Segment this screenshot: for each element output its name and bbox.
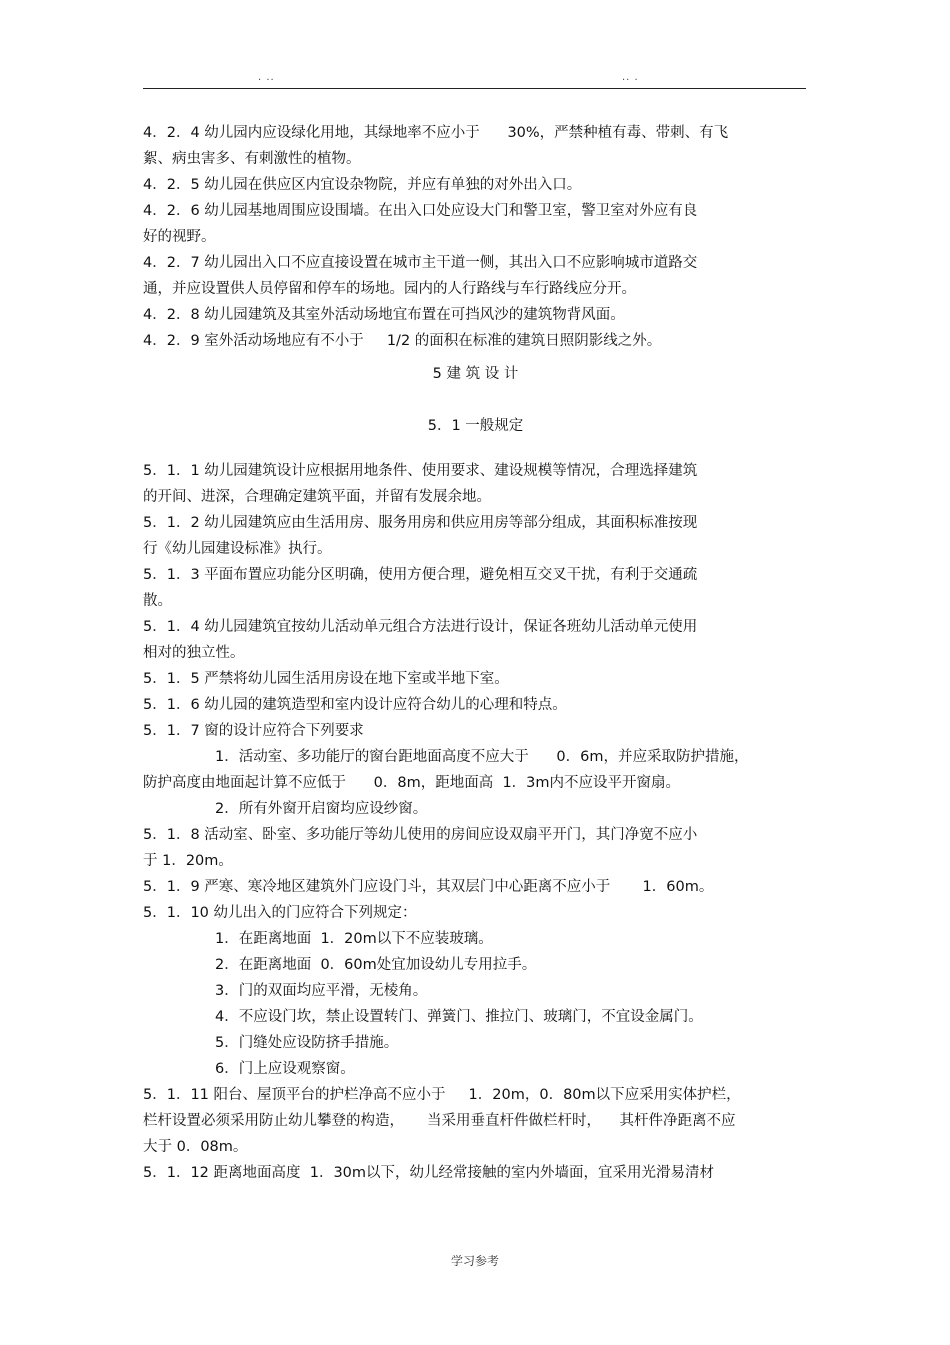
text-line: 5．门缝处应设防挤手措施。 [215, 1035, 399, 1051]
text-line: 5．1．6 幼儿园的建筑造型和室内设计应符合幼儿的心理和特点。 [143, 697, 567, 713]
text-line: 2．所有外窗开启窗均应设纱窗。 [215, 801, 428, 817]
text-line: 于 1．20m。 [143, 853, 233, 869]
text-line: 4．2．6 幼儿园基地周围应设围墙。在出入口处应设大门和警卫室，警卫室对外应有良 [143, 203, 698, 219]
text-line: 相对的独立性。 [143, 645, 245, 661]
text-line: 散。 [143, 593, 172, 609]
header-rule [143, 88, 806, 89]
text-line: 1．在距离地面 1．20m以下不应装玻璃。 [215, 931, 493, 947]
text-line: 4．2．7 幼儿园出入口不应直接设置在城市主干道一侧，其出入口不应影响城市道路交 [143, 255, 698, 271]
text-line: 行《幼儿园建设标准》执行。 [143, 541, 332, 557]
text-line: 1．活动室、多功能厅的窗台距地面高度不应大于 0．6m，并应采取防护措施， [215, 749, 749, 765]
text-line: 5．1．4 幼儿园建筑宜按幼儿活动单元组合方法进行设计，保证各班幼儿活动单元使用 [143, 619, 698, 635]
text-line: 4．2．8 幼儿园建筑及其室外活动场地宜布置在可挡风沙的建筑物背风面。 [143, 307, 625, 323]
header-marks-left: . .. [258, 72, 275, 83]
text-line: 5．1．1 幼儿园建筑设计应根据用地条件、使用要求、建设规模等情况，合理选择建筑 [143, 463, 698, 479]
section-heading: 5 建 筑 设 计 [432, 366, 519, 382]
text-line: 6．门上应设观察窗。 [215, 1061, 355, 1077]
text-line: 4．不应设门坎，禁止设置转门、弹簧门、推拉门、玻璃门，不宜设金属门。 [215, 1009, 703, 1025]
text-line: 大于 0．08m。 [143, 1139, 248, 1155]
text-line: 5．1．7 窗的设计应符合下列要求 [143, 723, 364, 739]
header-marks-right: .. . [622, 72, 639, 83]
text-line: 5．1．10 幼儿出入的门应符合下列规定： [143, 905, 417, 921]
text-line: 5．1．11 阳台、屋顶平台的护栏净高不应小于 1．20m，0．80m以下应采用实体护栏， [143, 1087, 741, 1103]
text-line: 的开间、进深，合理确定建筑平面，并留有发展余地。 [143, 489, 491, 505]
text-line: 栏杆设置必须采用防止幼儿攀登的构造， 当采用垂直杆件做栏杆时， 其杆件净距离不应 [143, 1113, 736, 1129]
text-line: 5．1．9 严寒、寒冷地区建筑外门应设门斗，其双层门中心距离不应小于 1．60m。 [143, 879, 714, 895]
text-line: 3．门的双面均应平滑，无棱角。 [215, 983, 428, 999]
text-line: 通，并应设置供人员停留和停车的场地。园内的人行路线与车行路线应分开。 [143, 281, 636, 297]
text-line: 5．1．8 活动室、卧室、多功能厅等幼儿使用的房间应设双扇平开门，其门净宽不应小 [143, 827, 698, 843]
document-body [143, 120, 808, 1186]
text-line: 好的视野。 [143, 229, 216, 245]
text-line: 5．1．12 距离地面高度 1．30m以下，幼儿经常接触的室内外墙面，宜采用光滑易清材 [143, 1165, 715, 1181]
text-line: 2．在距离地面 0．60m处宜加设幼儿专用拉手。 [215, 957, 537, 973]
text-line: 5．1．3 平面布置应功能分区明确，使用方便合理，避免相互交叉干扰，有利于交通疏 [143, 567, 698, 583]
text-line: 5．1．5 严禁将幼儿园生活用房设在地下室或半地下室。 [143, 671, 509, 687]
section-heading: 5．1 一般规定 [427, 418, 524, 434]
text-line: 5．1．2 幼儿园建筑应由生活用房、服务用房和供应用房等部分组成，其面积标准按现 [143, 515, 698, 531]
text-line: 4．2．9 室外活动场地应有不小于 1/2 的面积在标准的建筑日照阴影线之外。 [143, 333, 662, 349]
page-footer: 学习参考 [450, 1254, 499, 1268]
text-line: 4．2．4 幼儿园内应设绿化用地，其绿地率不应小于 30%，严禁种植有毒、带刺、有飞 [143, 125, 729, 141]
text-line: 4．2．5 幼儿园在供应区内宜设杂物院，并应有单独的对外出入口。 [143, 177, 582, 193]
text-line: 絮、病虫害多、有刺激性的植物。 [143, 151, 361, 167]
text-line: 防护高度由地面起计算不应低于 0．8m，距地面高 1．3m内不应设平开窗扇。 [143, 775, 681, 791]
